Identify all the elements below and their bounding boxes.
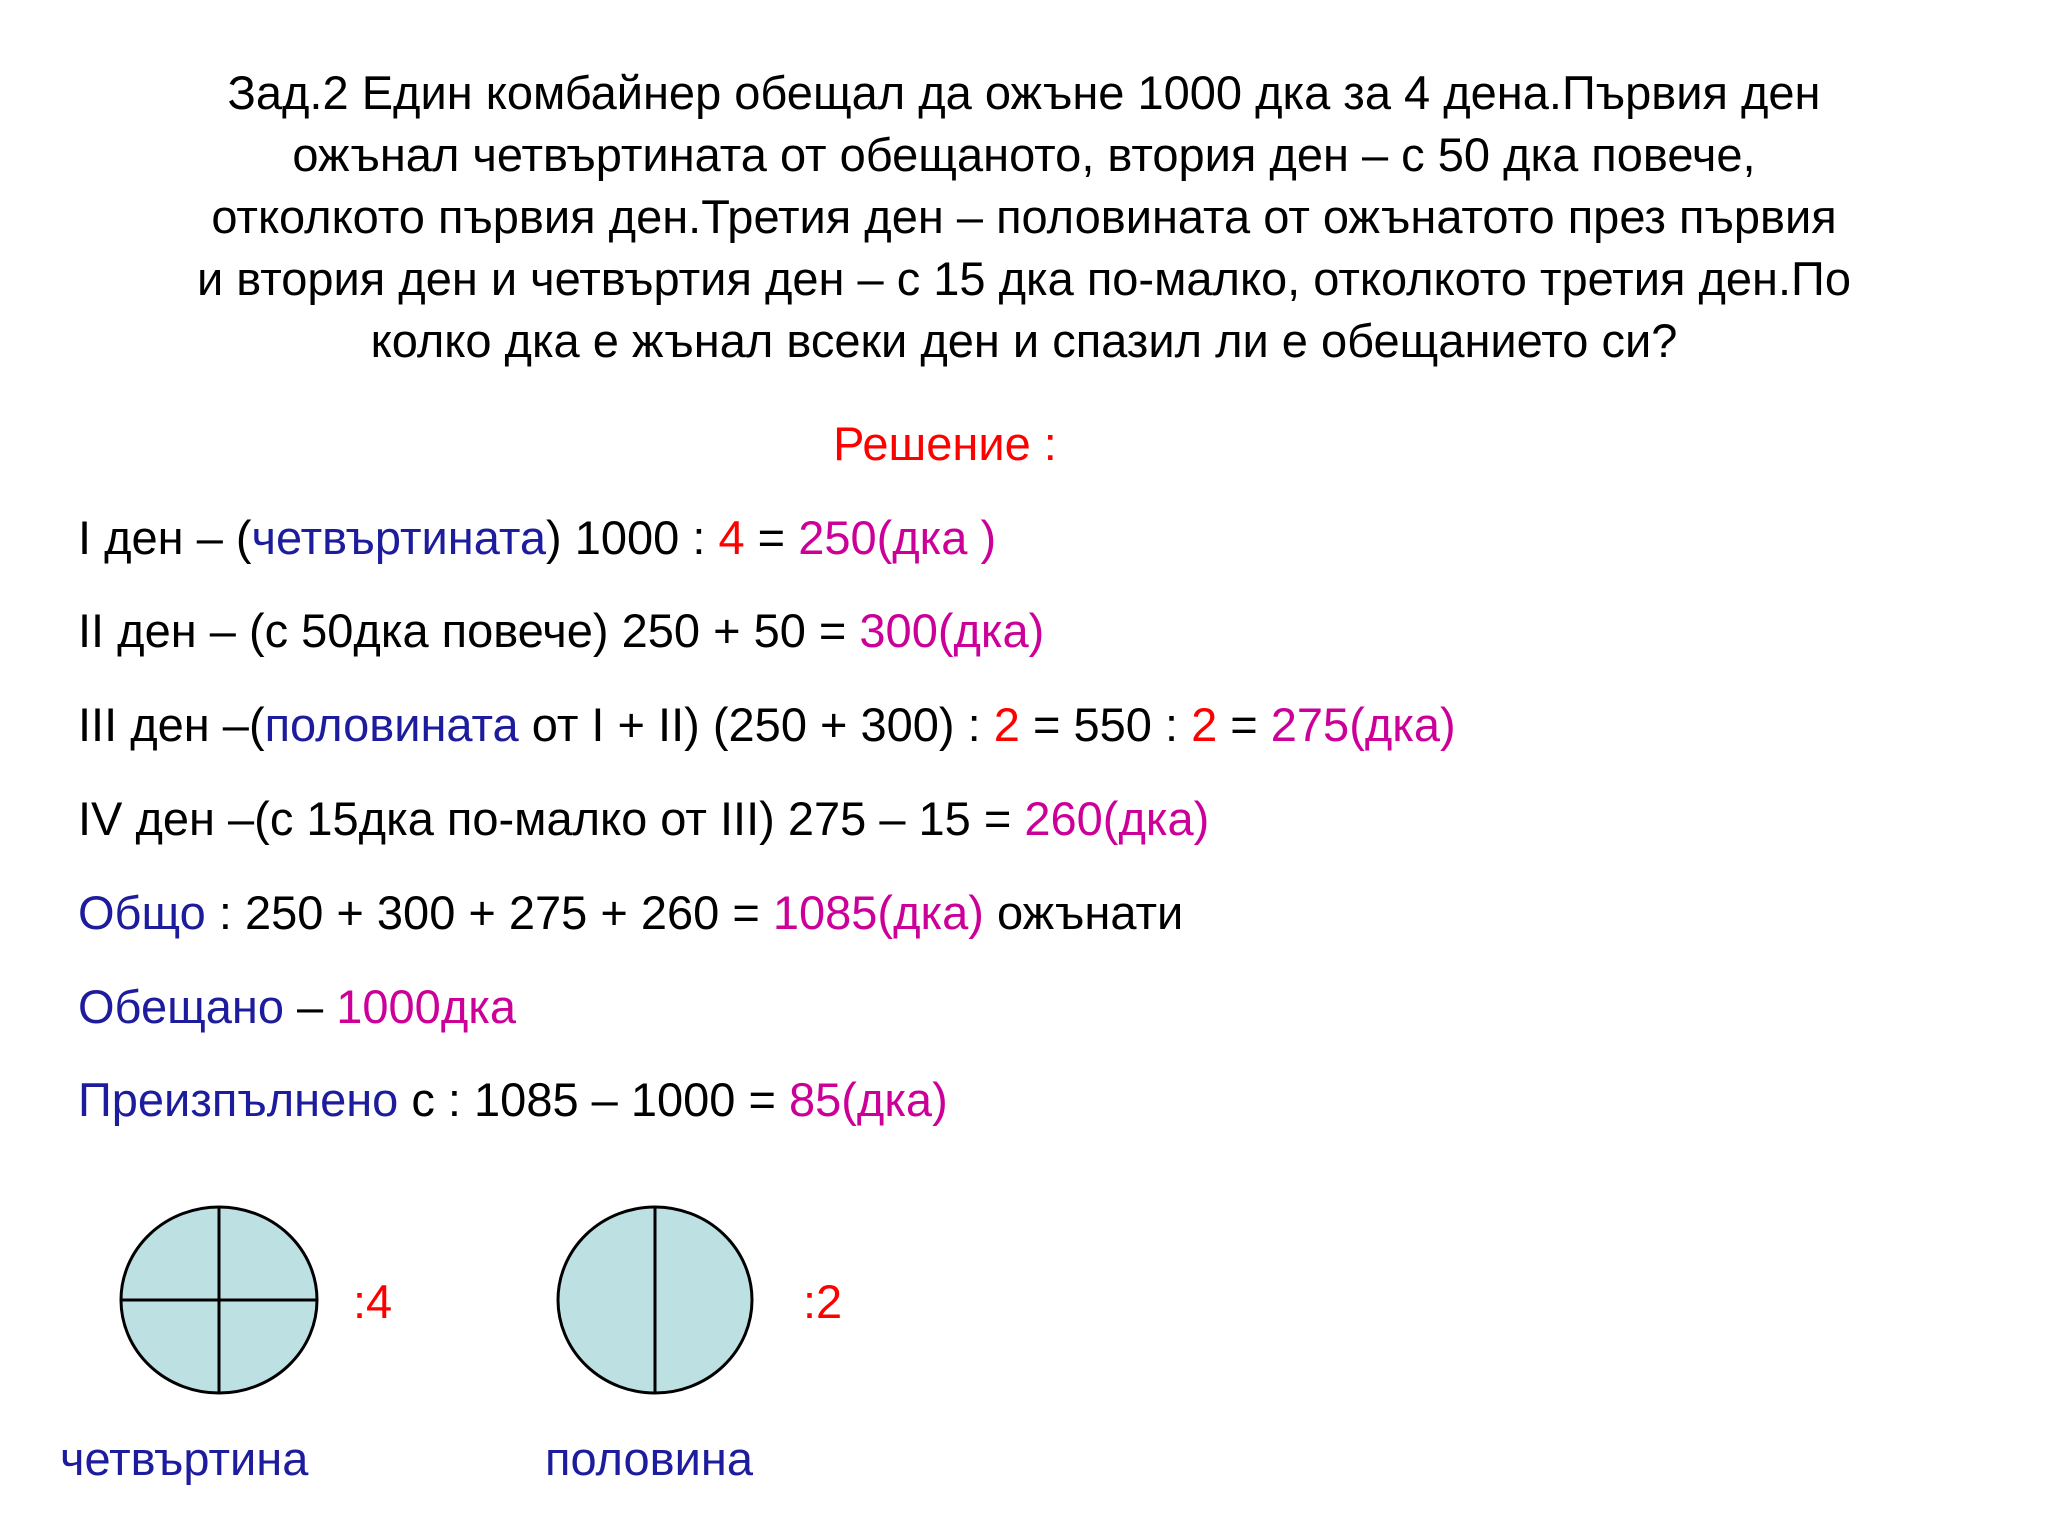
- keyword: четвъртината: [251, 511, 547, 564]
- text: III ден –(: [78, 698, 265, 751]
- problem-statement: [100, 62, 1948, 372]
- keyword: Общо: [78, 886, 206, 939]
- text: ) 1000 :: [546, 511, 719, 564]
- keyword: половината: [264, 698, 519, 751]
- text: IV ден –(с 15дка по-малко от III) 275 – 15 =: [78, 792, 1025, 845]
- step-day-2: [78, 600, 1044, 662]
- result: 300(дка): [859, 604, 1045, 657]
- result: 1085(дка): [772, 886, 984, 939]
- step-day-3: [78, 694, 1456, 756]
- result: 275(дка): [1270, 698, 1456, 751]
- problem-line: Зад.2 Един комбайнер обещал да ожъне 1000 дка за 4 дена.Първия ден: [227, 66, 1821, 119]
- divisor: 2: [1191, 698, 1218, 751]
- text: = 550 :: [1019, 698, 1192, 751]
- text: I ден – (: [78, 511, 252, 564]
- keyword: Обещано: [78, 980, 284, 1033]
- quarter-caption: четвъртина: [60, 1432, 309, 1485]
- solution-title: Решение :: [833, 417, 1057, 470]
- step-exceeded: [78, 1069, 948, 1131]
- text: с : 1085 – 1000 =: [398, 1073, 789, 1126]
- result: 85(дка): [788, 1073, 948, 1126]
- quarter-divisor-label: :4: [353, 1275, 393, 1328]
- result: 1000дка: [336, 980, 516, 1033]
- problem-line: отколкото първия ден.Третия ден – половината от ожънатото през първия: [211, 190, 1837, 243]
- step-day-1: [78, 507, 996, 569]
- half-divisor-label: :2: [803, 1275, 843, 1328]
- divisor: 2: [993, 698, 1020, 751]
- text: от I + II) (250 + 300) :: [518, 698, 994, 751]
- text: –: [284, 980, 337, 1033]
- keyword: Преизпълнено: [78, 1073, 399, 1126]
- half-circle-diagram: [555, 1204, 755, 1396]
- text: =: [1217, 698, 1271, 751]
- step-day-4: [78, 788, 1209, 850]
- problem-line: ожънал четвъртината от обещаното, втория ден – с 50 дка повече,: [292, 128, 1756, 181]
- half-caption: половина: [545, 1432, 753, 1485]
- divisor: 4: [718, 511, 745, 564]
- problem-line: колко дка е жънал всеки ден и спазил ли е обещанието си?: [370, 314, 1678, 367]
- text: : 250 + 300 + 275 + 260 =: [205, 886, 773, 939]
- result: 250(дка ): [798, 511, 997, 564]
- text: =: [744, 511, 799, 564]
- step-promised: [78, 976, 516, 1038]
- problem-line: и втория ден и четвъртия ден – с 15 дка по-малко, отколкото третия ден.По: [197, 252, 1851, 305]
- result: 260(дка): [1024, 792, 1210, 845]
- text: II ден – (с 50дка повече) 250 + 50 =: [78, 604, 860, 657]
- text: ожънати: [983, 886, 1184, 939]
- step-total: [78, 882, 1183, 944]
- quarter-circle-diagram: [118, 1204, 320, 1396]
